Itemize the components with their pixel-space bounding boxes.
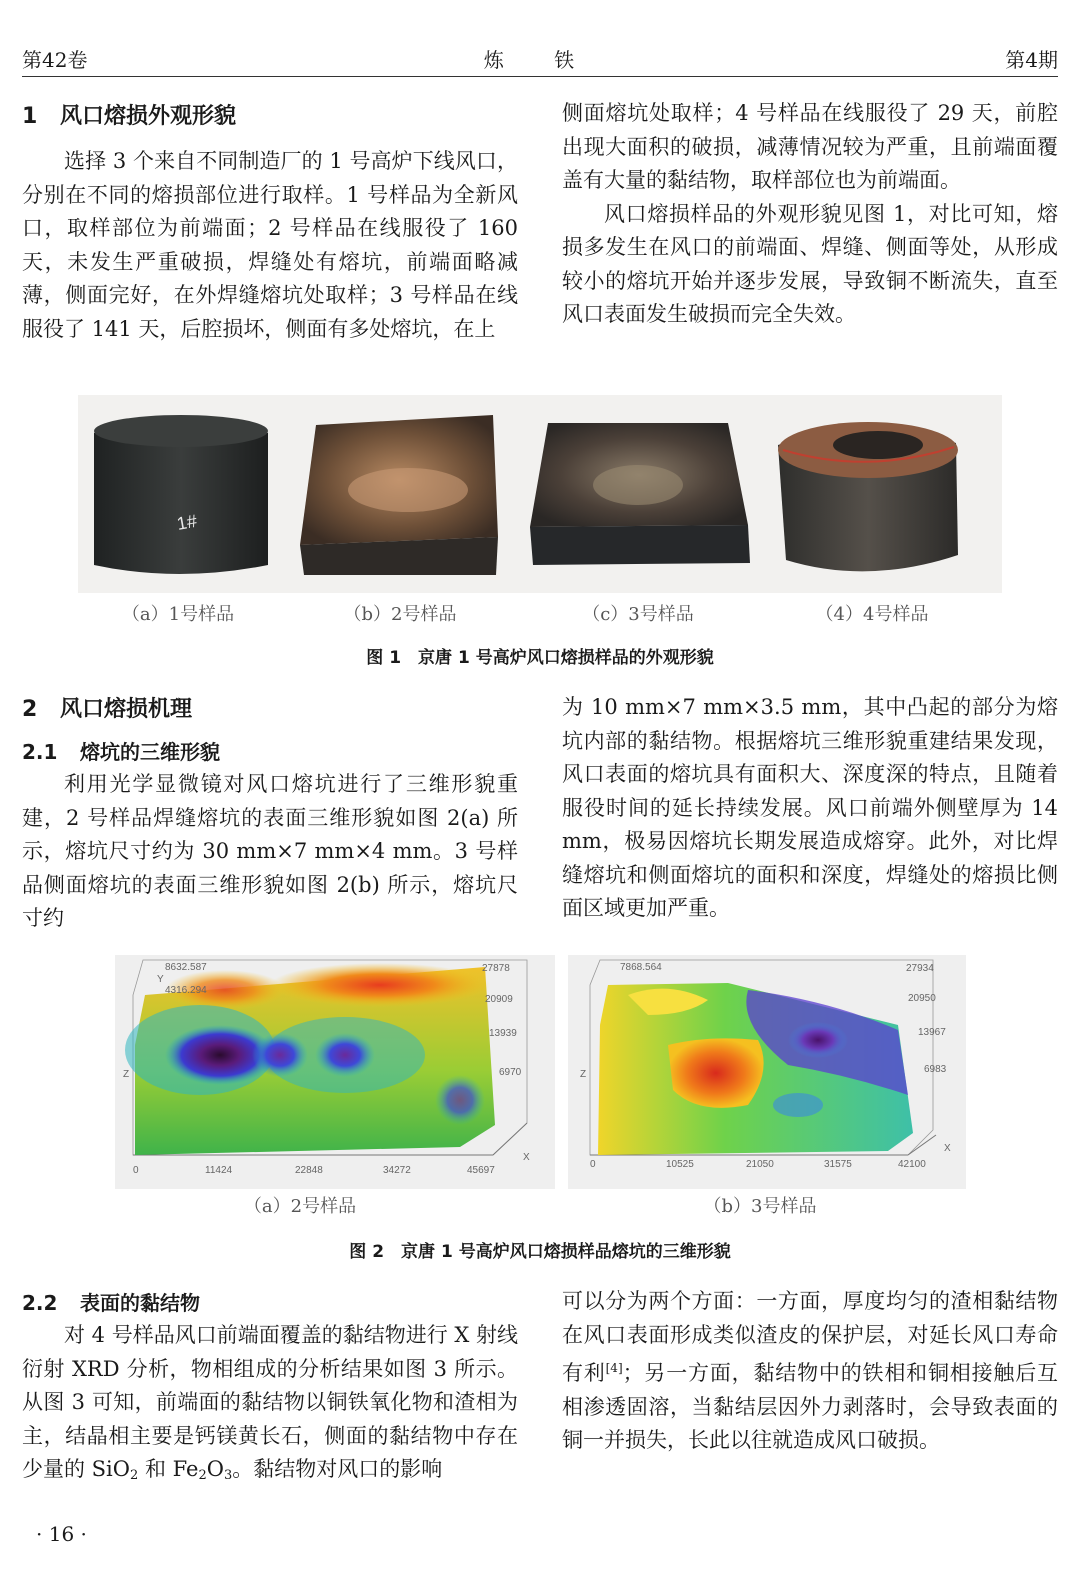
fig2b-z-tick-4: 6983 (924, 1064, 947, 1075)
fig2a-x-tick-3: 22848 (295, 1165, 323, 1176)
fig2a-z-tick-3: 13939 (489, 1028, 517, 1039)
fig2b-x-tick-5: 42100 (898, 1159, 926, 1170)
fig2a-x-tick-5: 45697 (467, 1165, 495, 1176)
section22-paragraph-cont: 可以分为两个方面：一方面，厚度均匀的渣相黏结物在风口表面形成类似渣皮的保护层，对延长风口寿命有利[4]；另一方面，黏结物中的铁相和铜相接触后互相渗透固溶，当黏结层因外力剥落时，会导致表面的铜一并损失，长此以往就造成风口破损。 (562, 1289, 1059, 1452)
fig2a-x-tick-2: 11424 (205, 1165, 233, 1176)
volume-label: 第42卷 (22, 48, 88, 72)
fig2a-axis-z: Z (123, 1069, 130, 1080)
section2-heading: 2 风口熔损机理 (22, 697, 193, 722)
sample-1-photo (94, 415, 268, 574)
fig2b-x-tick-1: 0 (590, 1159, 596, 1170)
section21-heading: 2.1 熔坑的三维形貌 (22, 740, 220, 764)
section21-paragraph: 利用光学显微镜对风口熔坑进行了三维形貌重建，2 号样品焊缝熔坑的表面三维形貌如图 2(a) 所示，熔坑尺寸约为 30 mm×7 mm×4 mm。3 号样品侧面熔坑的表面三维形貌如图 2(b) 所示，熔坑尺寸约 (22, 772, 518, 930)
figure2a-image (115, 955, 555, 1189)
fig2a-z-tick-2: 20909 (485, 994, 513, 1005)
fig2a-z-tick-1: 27878 (482, 963, 510, 974)
running-header (22, 44, 1058, 78)
section22-heading: 2.2 表面的黏结物 (22, 1291, 200, 1315)
fig2b-z-tick-1: 27934 (906, 963, 934, 974)
fig2a-x-tick-1: 0 (133, 1165, 139, 1176)
figure1-photos (78, 395, 1002, 593)
fig2b-top-label-1: 7868.564 (620, 962, 662, 973)
fig2b-x-tick-3: 21050 (746, 1159, 774, 1170)
section1-heading: 1 风口熔损外观形貌 (22, 104, 237, 129)
issue-label: 第4期 (1005, 48, 1058, 72)
figure1-caption-d: （4）4号样品 (815, 604, 929, 625)
sample-1-mark: 1# (175, 510, 199, 534)
citation-ref: [4] (605, 1361, 623, 1375)
figure1-caption-a: （a）1号样品 (121, 604, 235, 625)
figure2-caption-b: （b）3号样品 (703, 1196, 817, 1217)
sample-4-photo (778, 422, 958, 571)
section22-paragraph: 对 4 号样品风口前端面覆盖的黏结物进行 X 射线衍射 XRD 分析，物相组成的分析结果如图 3 所示。从图 3 可知，前端面的黏结物以铜铁氧化物和渣相为主，结晶相主要是钙镁黄长石，侧面的黏结物中存在少量的 SiO$_2$ 和 $Fe_2O_3$。黏结物对风口的影响 (22, 1323, 519, 1483)
figure2a-plot (115, 955, 555, 1189)
fig2a-z-tick-4: 6970 (499, 1067, 522, 1078)
section22-left-column (22, 1287, 518, 1493)
figure2-title: 图 2 京唐 1 号高炉风口熔损样品熔坑的三维形貌 (349, 1242, 731, 1262)
sample-3-photo (530, 423, 750, 565)
section1-left-column (22, 100, 518, 346)
figure2b-plot (568, 955, 966, 1189)
section1-right-column (562, 97, 1058, 332)
fig2b-x-tick-4: 31575 (824, 1159, 852, 1170)
fig2b-z-tick-3: 13967 (918, 1027, 946, 1038)
figure1-title: 图 1 京唐 1 号高炉风口熔损样品的外观形貌 (366, 648, 714, 668)
fig2b-axis-x: X (944, 1143, 951, 1154)
sample-2-photo (300, 415, 498, 575)
figure2-caption-a: （a）2号样品 (243, 1196, 357, 1217)
fig2a-top-label-2: 4316.294 (165, 985, 207, 996)
header-rule (22, 76, 1058, 77)
section21-paragraph-cont: 为 10 mm×7 mm×3.5 mm，其中凸起的部分为熔坑内部的黏结物。根据熔坑三维形貌重建结果发现，风口表面的熔坑具有面积大、深度深的特点，且随着服役时间的延长持续发展。风口前端外侧壁厚为 14 mm，极易因熔坑长期发展造成熔穿。此外，对比焊缝熔坑和侧面熔坑的面积和深度，焊缝处的熔损比侧面区域更加严重。 (562, 695, 1058, 920)
section1-paragraph2: 风口熔损样品的外观形貌见图 1，对比可知，熔损多发生在风口的前端面、焊缝、侧面等处，从形成较小的熔坑开始并逐步发展，导致铜不断流失，直至风口表面发生破损而完全失效。 (562, 201, 1058, 326)
fig2b-axis-z: Z (580, 1069, 587, 1080)
fig2a-axis-x: X (523, 1152, 530, 1163)
fig2a-axis-y: Y (157, 974, 164, 985)
section1-paragraph1-cont: 侧面熔坑处取样；4 号样品在线服役了 29 天，前腔出现大面积的破损，减薄情况较为严重，且前端面覆盖有大量的黏结物，取样部位也为前端面。 (562, 101, 1058, 192)
fig2b-z-tick-2: 20950 (908, 993, 936, 1004)
figure1-caption-c: （c）3号样品 (582, 604, 694, 625)
figure1-caption-b: （b）2号样品 (343, 604, 457, 625)
section22-right-column (562, 1285, 1058, 1458)
fig2b-x-tick-2: 10525 (666, 1159, 694, 1170)
page-number: · 16 · (36, 1522, 87, 1546)
fig2a-top-label-1: 8632.587 (165, 962, 207, 973)
fig2a-x-tick-4: 34272 (383, 1165, 411, 1176)
figure1-image (78, 395, 1002, 593)
figure2b-image (568, 955, 966, 1189)
section2-right-column (562, 691, 1058, 926)
journal-title: 炼 铁 (483, 48, 597, 72)
section2-left-column (22, 693, 518, 936)
section1-paragraph1: 选择 3 个来自不同制造厂的 1 号高炉下线风口，分别在不同的熔损部位进行取样。1 号样品为全新风口，取样部位为前端面；2 号样品在线服役了 160 天，未发生严重破损，焊缝处有熔坑，前端面略减薄，侧面完好，在外焊缝熔坑处取样；3 号样品在线服役了 141 天，后腔损坏，侧面有多处熔坑，在上 (22, 149, 518, 341)
